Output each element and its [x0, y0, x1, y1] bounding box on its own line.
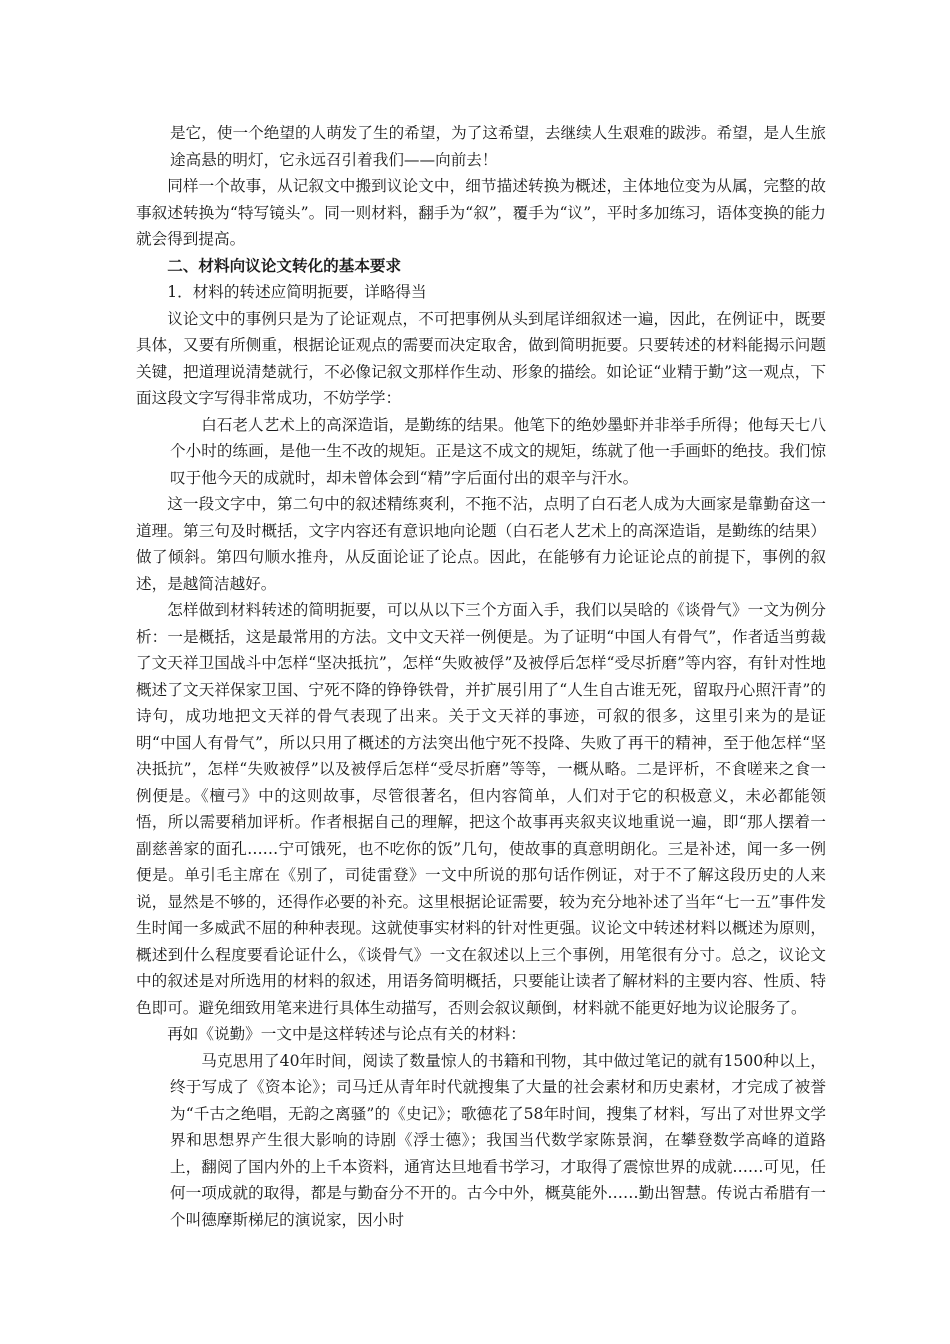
block-quote: 马克思用了40年时间，阅读了数量惊人的书籍和刊物，其中做过笔记的就有1500种以上，终于写成了《资本论》；司马迁从青年时代就搜集了大量的社会素材和历史素材，才完成了被誉为“千古之绝唱，无韵之离骚”的《史记》；歌德花了58年时间，搜集了材料，写出了对世界文学界和思想界产生很大影响的诗剧《浮士德》；我国当代数学家陈景润，在攀登数学高峰的道路上，翻阅了国内外的上千本资料，通宵达旦地看书学习，才取得了震惊世界的成就……可见，任何一项成就的取得，都是与勤奋分不开的。古今中外，概莫能外……勤出智慧。传说古希腊有一个叫德摩斯梯尼的演说家，因小时 [170, 1051, 826, 1229]
paragraph: 同样一个故事，从记叙文中搬到议论文中，细节描述转换为概述，主体地位变为从属，完整的故事叙述转换为“特写镜头”。同一则材料，翻手为“叙”，覆手为“议”，平时多加练习，语体变换的能力就会得到提高。 [136, 177, 826, 248]
document-body [136, 120, 826, 1233]
paragraph: 这一段文字中，第二句中的叙述精练爽利，不拖不沾，点明了白石老人成为大画家是靠勤奋这一道理。第三句及时概括，文字内容还有意识地向论题（白石老人艺术上的高深造诣，是勤练的结果）做了倾斜。第四句顺水推舟，从反面论证了论点。因此，在能够有力论证论点的前提下，事例的叙述，是越简洁越好。 [136, 495, 826, 593]
paragraph: 怎样做到材料转述的简明扼要，可以从以下三个方面入手，我们以吴晗的《谈骨气》一文为例分析：一是概括，这是最常用的方法。文中文天祥一例便是。为了证明“中国人有骨气”，作者适当剪裁了文天祥卫国战斗中怎样“坚决抵抗”，怎样“失败被俘”及被俘后怎样“受尽折磨”等内容，有针对性地概述了文天祥保家卫国、宁死不降的铮铮铁骨，并扩展引用了“人生自古谁无死，留取丹心照汗青”的诗句，成功地把文天祥的骨气表现了出来。关于文天祥的事迹，可叙的很多，这里引来为的是证明“中国人有骨气”，所以只用了概述的方法突出他宁死不投降、失败了再干的精神，至于他怎样“坚决抵抗”，怎样“失败被俘”以及被俘后怎样“受尽折磨”等等，一概从略。二是评析，不食嗟来之食一例便是。《檀弓》中的这则故事，尽管很著名，但内容简单，人们对于它的积极意义，未必都能领悟，所以需要稍加评析。作者根据自己的理解，把这个故事再夹叙夹议地重说一遍，即“那人摆着一副慈善家的面孔……宁可饿死，也不吃你的饭”几句，使故事的真意明朗化。三是补述，闻一多一例便是。单引毛主席在《别了，司徒雷登》一文中所说的那句话作例证，对于不了解这段历史的人来说，显然是不够的，还得作必要的补充。这里根据论证需要，较为充分地补述了当年“七一五”事件发生时闻一多威武不屈的种种表现。这就使事实材料的针对性更强。议论文中转述材料以概述为原则，概述到什么程度要看论证什么，《谈骨气》一文在叙述以上三个事例，用笔很有分寸。总之，议论文中的叙述是对所选用的材料的叙述，用语务简明概括，只要能让读者了解材料的主要内容、性质、特色即可。避免细致用笔来进行具体生动描写，否则会叙议颠倒，材料就不能更好地为议论服务了。 [136, 601, 826, 1017]
block-quote: 白石老人艺术上的高深造诣，是勤练的结果。他笔下的绝妙墨虾并非举手所得；他每天七八个小时的练画，是他一生不改的规矩。正是这不成文的规矩，练就了他一手画虾的绝技。我们惊叹于他今天的成就时，却未曾体会到“精”字后面付出的艰辛与汗水。 [170, 415, 826, 487]
paragraph: 再如《说勤》一文中是这样转述与论点有关的材料： [167, 1025, 526, 1043]
section-heading: 二、材料向议论文转化的基本要求 [167, 255, 402, 275]
subsection-heading: 1．材料的转述应简明扼要，详略得当 [167, 283, 427, 301]
quote-continuation: 是它，使一个绝望的人萌发了生的希望，为了这希望，去继续人生艰难的跋涉。希望，是人生旅途高悬的明灯，它永远召引着我们——向前去！ [170, 124, 826, 169]
paragraph: 议论文中的事例只是为了论证观点，不可把事例从头到尾详细叙述一遍，因此，在例证中，既要具体，又要有所侧重，根据论证观点的需要而决定取舍，做到简明扼要。只要转述的材料能揭示问题关键，把道理说清楚就行，不必像记叙文那样作生动、形象的描绘。如论证“业精于勤”这一观点，下面这段文字写得非常成功，不妨学学： [136, 309, 826, 407]
